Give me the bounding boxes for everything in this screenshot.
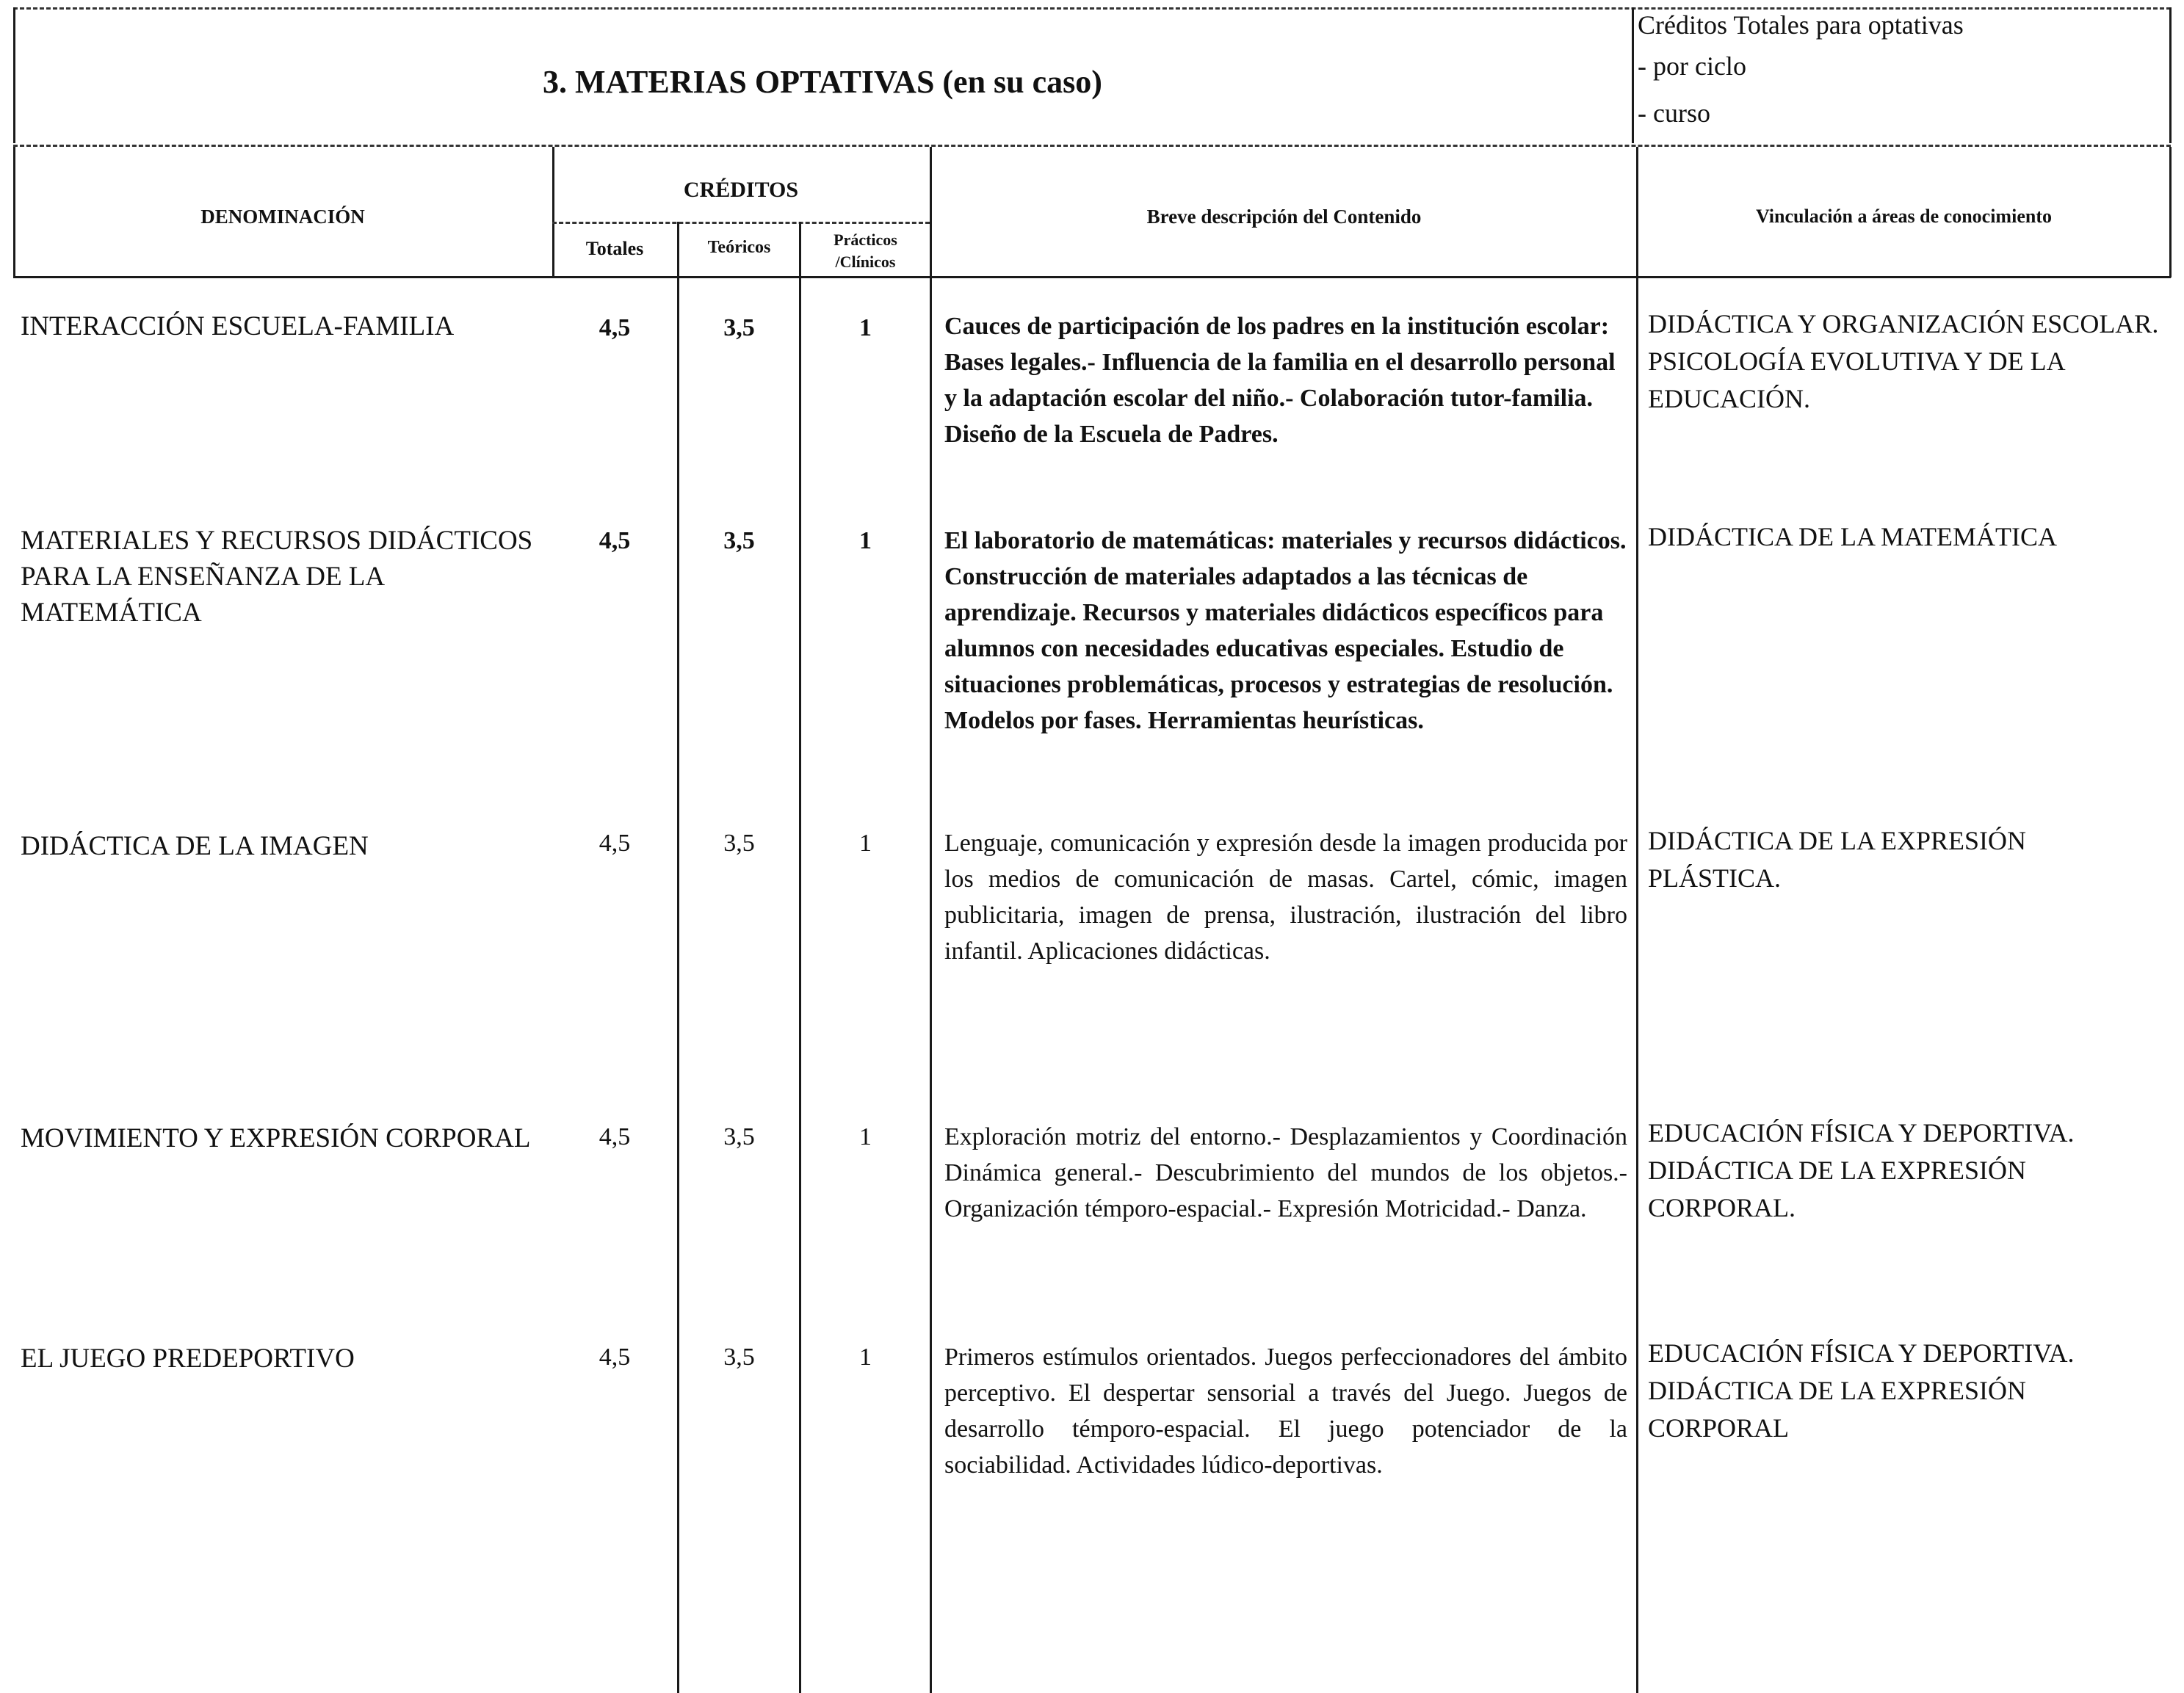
row-areas: DIDÁCTICA DE LA EXPRESIÓN PLÁSTICA.	[1648, 826, 2027, 893]
row-practicos: 1	[859, 527, 872, 554]
row-practicos: 1	[859, 1344, 872, 1371]
row-areas: EDUCACIÓN FÍSICA Y DEPORTIVA. DIDÁCTICA DE LA EXPRESIÓN CORPORAL	[1648, 1338, 2075, 1443]
column-header-vinculacion: Vinculación a áreas de conocimiento	[1756, 206, 2052, 227]
divider-creditos-descripcion	[930, 147, 932, 1693]
row-totales: 4,5	[599, 527, 631, 554]
row-name: EL JUEGO PREDEPORTIVO	[21, 1344, 355, 1374]
row-practicos: 1	[859, 1123, 872, 1150]
row-teoricos: 3,5	[723, 527, 755, 554]
row-description: Primeros estímulos orientados. Juegos perfeccionadores del ámbito perceptivo. El despertar sensorial a través del Juego. Juegos de desarrollo témporo-espacial. El juego potenciador de la sociabilidad. Actividades lúdico-deportivas.	[944, 1344, 1627, 1479]
divider-descripcion-areas	[1636, 147, 1638, 1693]
row-description: Exploración motriz del entorno.- Desplazamientos y Coordinación Dinámica general.- Descubrimiento del mundos de los objetos.- Organización témporo-espacial.- Expresión Motricidad.- Danza.	[944, 1123, 1627, 1222]
column-header-totales: Totales	[585, 238, 644, 259]
row-practicos: 1	[859, 830, 872, 857]
divider-totales-teoricos	[677, 222, 679, 1693]
creditos-subheader-line	[552, 222, 930, 224]
row-name: DIDÁCTICA DE LA IMAGEN	[21, 831, 369, 861]
row-teoricos: 3,5	[723, 1344, 755, 1371]
row-description: Lenguaje, comunicación y expresión desde la imagen producida por los medios de comunicación de masas. Cartel, cómic, imagen publicitaria, imagen de prensa, ilustración, ilustración del libro infantil. Aplicaciones didácticas.	[944, 830, 1627, 965]
divider-teoricos-practicos	[799, 222, 801, 1693]
header-bottom-border	[13, 145, 2171, 147]
column-header-denominacion: DENOMINACIÓN	[200, 206, 365, 228]
right-border-header	[2169, 147, 2172, 278]
row-name: MATERIALES Y RECURSOS DIDÁCTICOS PARA LA ENSEÑANZA DE LA MATEMÁTICA	[21, 526, 533, 628]
credits-per-cycle-label: - por ciclo	[1638, 51, 1746, 81]
row-totales: 4,5	[599, 1344, 631, 1371]
column-header-clinicos: /Clínicos	[835, 253, 896, 271]
row-totales: 4,5	[599, 314, 631, 341]
right-border-top	[2169, 7, 2172, 143]
row-areas: EDUCACIÓN FÍSICA Y DEPORTIVA. DIDÁCTICA DE LA EXPRESIÓN CORPORAL.	[1648, 1118, 2075, 1222]
credits-box-divider	[1632, 7, 1634, 143]
row-areas: DIDÁCTICA Y ORGANIZACIÓN ESCOLAR. PSICOLOGÍA EVOLUTIVA Y DE LA EDUCACIÓN.	[1648, 309, 2159, 413]
row-teoricos: 3,5	[723, 314, 755, 341]
row-teoricos: 3,5	[723, 830, 755, 857]
column-header-creditos: CRÉDITOS	[683, 178, 799, 202]
row-areas: DIDÁCTICA DE LA MATEMÁTICA	[1648, 522, 2057, 551]
column-header-teoricos: Teóricos	[707, 238, 771, 257]
row-name: INTERACCIÓN ESCUELA-FAMILIA	[21, 311, 455, 341]
row-practicos: 1	[859, 314, 872, 341]
column-header-descripcion: Breve descripción del Contenido	[1146, 206, 1422, 228]
row-description: El laboratorio de matemáticas: materiales y recursos didácticos. Construcción de materiales adaptados a las técnicas de aprendizaje. Recursos y materiales didácticos específicos para alumnos con necesidades educativas especiales. Estudio de situaciones problemáticas, procesos y estrategias de resolución. Modelos por fases. Herramientas heurísticas.	[944, 527, 1627, 734]
row-totales: 4,5	[599, 1123, 631, 1150]
row-name: MOVIMIENTO Y EXPRESIÓN CORPORAL	[21, 1123, 531, 1153]
page-title: 3. MATERIAS OPTATIVAS (en su caso)	[543, 64, 1102, 100]
row-teoricos: 3,5	[723, 1123, 755, 1150]
credits-per-course-label: - curso	[1638, 98, 1710, 128]
header-band-bottom	[13, 276, 2171, 278]
row-description: Cauces de participación de los padres en la institución escolar: Bases legales.- Influencia de la familia en el desarrollo personal y la adaptación escolar del niño.- Colaboración tutor-familia. Diseño de la Escuela de Padres.	[944, 313, 1616, 448]
credits-total-label: Créditos Totales para optativas	[1638, 10, 1964, 40]
row-totales: 4,5	[599, 830, 631, 857]
column-header-practicos: Prácticos	[834, 231, 897, 249]
